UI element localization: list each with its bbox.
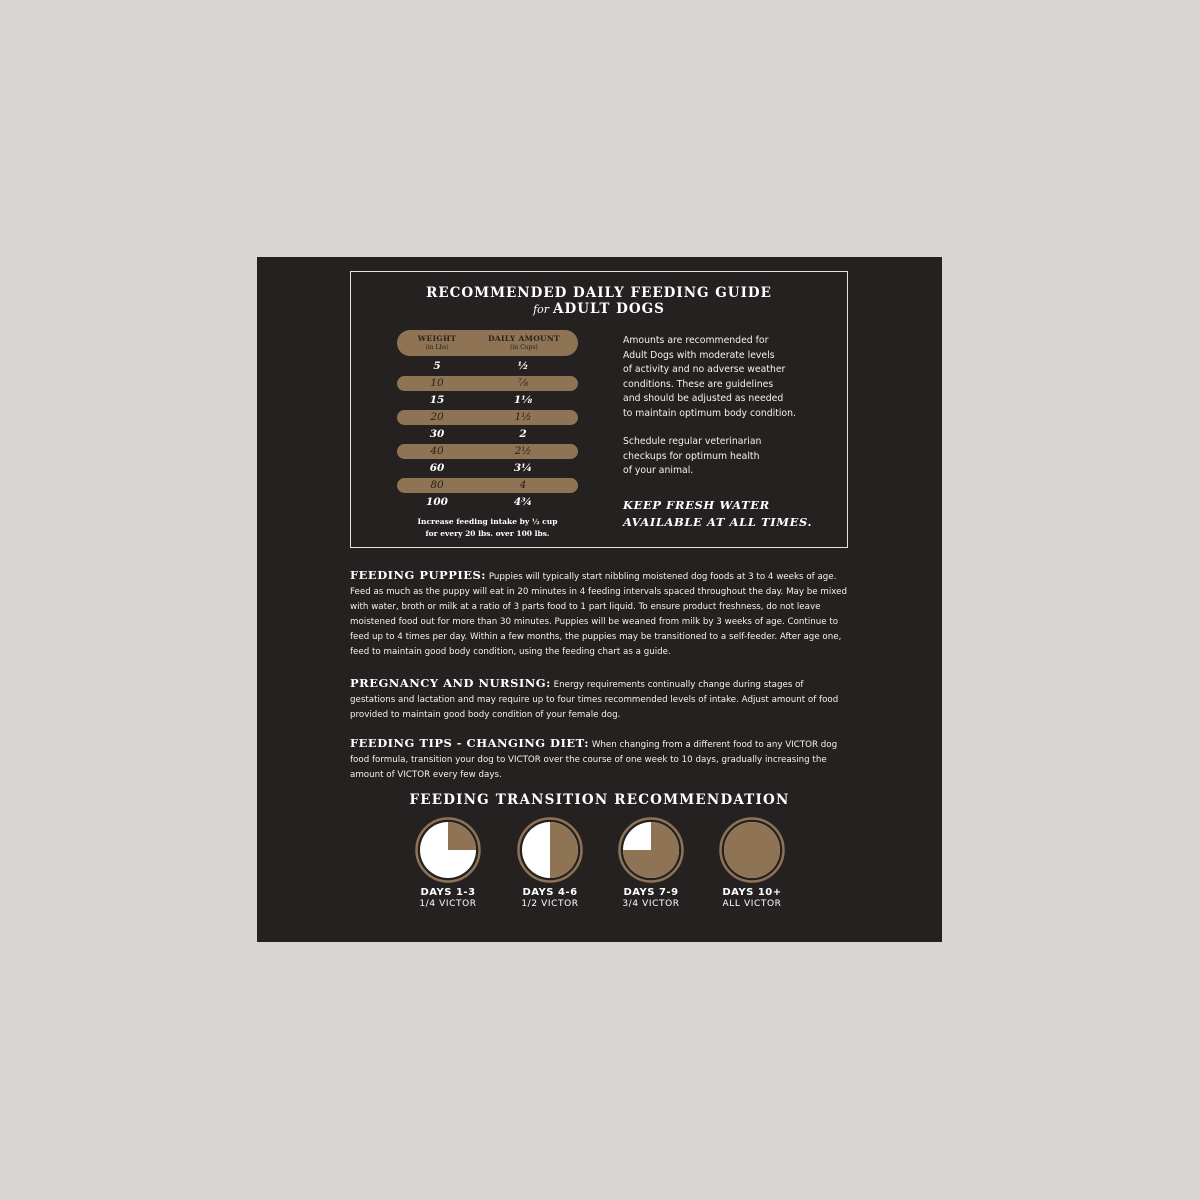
table-row	[397, 410, 578, 425]
weight-header-label: WEIGHT	[417, 334, 457, 343]
weight-cell: 100	[426, 496, 448, 508]
transition-stage	[500, 817, 600, 909]
guide-subtitle	[351, 301, 847, 318]
section-text: When changing from a different food to any VICTOR dog food formula, transition your dog to VICTOR over the course of one week to 10 days, gradually increasing the amount of VICTOR every few days.	[350, 740, 838, 780]
transition-stage	[398, 817, 498, 909]
stage-days: DAYS 10+	[722, 887, 782, 898]
table-row	[397, 444, 578, 459]
guide-subtitle-for: for	[533, 303, 550, 316]
weight-header-unit: (in Lbs)	[425, 344, 449, 351]
pie-three-quarter-icon	[618, 817, 684, 883]
section-heading: PREGNANCY AND NURSING:	[350, 676, 551, 690]
amount-column-header	[479, 334, 569, 352]
feeding-puppies-section	[350, 568, 850, 660]
weight-cell: 15	[429, 394, 445, 406]
pregnancy-section	[350, 676, 850, 723]
table-row	[397, 393, 578, 408]
feeding-tips-section	[350, 736, 850, 783]
guide-paragraph-amounts: Amounts are recommended for Adult Dogs with moderate levels of activity and no adverse weather conditions. These are guidelines and should be adjusted as needed to maintain optimum body condition.	[623, 335, 796, 419]
stage-label: ALL VICTOR	[722, 899, 782, 909]
victor-portion-wedge	[724, 822, 780, 878]
table-row	[397, 478, 578, 493]
weight-cell: 40	[430, 445, 444, 457]
section-heading: FEEDING TIPS - CHANGING DIET:	[350, 736, 590, 750]
amount-cell: 4	[519, 479, 527, 491]
stage-label: 3/4 VICTOR	[622, 899, 680, 909]
guide-side-text	[623, 334, 838, 493]
weight-cell: 30	[429, 428, 445, 440]
weight-cell: 60	[429, 462, 445, 474]
table-row	[397, 376, 578, 391]
victor-portion-wedge	[448, 822, 476, 850]
amount-cell: 2½	[514, 445, 532, 457]
amount-cell: ⅞	[517, 377, 529, 389]
table-row	[397, 461, 578, 476]
amount-cell: 4¾	[513, 496, 533, 508]
stage-label: 1/2 VICTOR	[521, 899, 579, 909]
amount-cell: 1½	[514, 411, 532, 423]
table-row	[397, 359, 578, 374]
amount-cell: 2	[519, 428, 527, 440]
table-row	[397, 495, 578, 510]
amount-cell: 3¼	[513, 462, 533, 474]
feeding-panel	[257, 257, 942, 942]
stage-days: DAYS 1-3	[420, 887, 476, 898]
stage-days: DAYS 7-9	[623, 887, 679, 898]
guide-title: RECOMMENDED DAILY FEEDING GUIDE	[426, 285, 772, 301]
pie-quarter-icon	[415, 817, 481, 883]
pie-half-icon	[517, 817, 583, 883]
stage-label: 1/4 VICTOR	[419, 899, 477, 909]
amount-cell: ½	[517, 360, 529, 372]
transition-stage	[601, 817, 701, 909]
section-heading: FEEDING PUPPIES:	[350, 568, 487, 582]
weight-cell: 5	[433, 360, 441, 372]
table-header	[397, 330, 578, 356]
table-note: Increase feeding intake by ½ cup for every 20 lbs. over 100 lbs.	[417, 517, 558, 538]
weight-cell: 80	[430, 479, 444, 491]
transition-title: FEEDING TRANSITION RECOMMENDATION	[409, 792, 790, 808]
guide-subtitle-text: ADULT DOGS	[553, 301, 665, 317]
section-text: Energy requirements continually change during stages of gestations and lactation and may require up to four times recommended levels of intake. Adjust amount of food provided to maintain good body condition of your female dog.	[350, 680, 839, 720]
guide-paragraph-checkups: Schedule regular veterinarian checkups for optimum health of your animal.	[623, 436, 762, 476]
feeding-guide-box	[350, 271, 848, 548]
weight-cell: 20	[430, 411, 444, 423]
weight-column-header	[407, 334, 467, 352]
keep-water-notice: KEEP FRESH WATER AVAILABLE AT ALL TIMES.	[623, 498, 813, 529]
amount-cell: 1⅛	[513, 394, 533, 406]
weight-cell: 10	[430, 377, 444, 389]
transition-stage	[702, 817, 802, 909]
stage-days: DAYS 4-6	[522, 887, 578, 898]
section-text: Puppies will typically start nibbling moistened dog foods at 3 to 4 weeks of age. Feed as much as the puppy will eat in 20 minutes in 4 feeding intervals spaced throughout the day. May be mixed with water, broth or milk at a ratio of 3 parts food to 1 part liquid. To ensure product freshness, do not leave moistened food out for more than 30 minutes. Puppies will be weaned from milk by 3 weeks of age. Continue to feed up to 4 times per day. Within a few months, the puppies may be transitioned to a self-feeder. After age one, feed to maintain good body condition, using the feeding chart as a guide.	[350, 572, 848, 657]
pie-full-icon	[719, 817, 785, 883]
amount-header-label: DAILY AMOUNT	[488, 334, 560, 343]
table-row	[397, 427, 578, 442]
amount-header-unit: (in Cups)	[510, 344, 538, 351]
